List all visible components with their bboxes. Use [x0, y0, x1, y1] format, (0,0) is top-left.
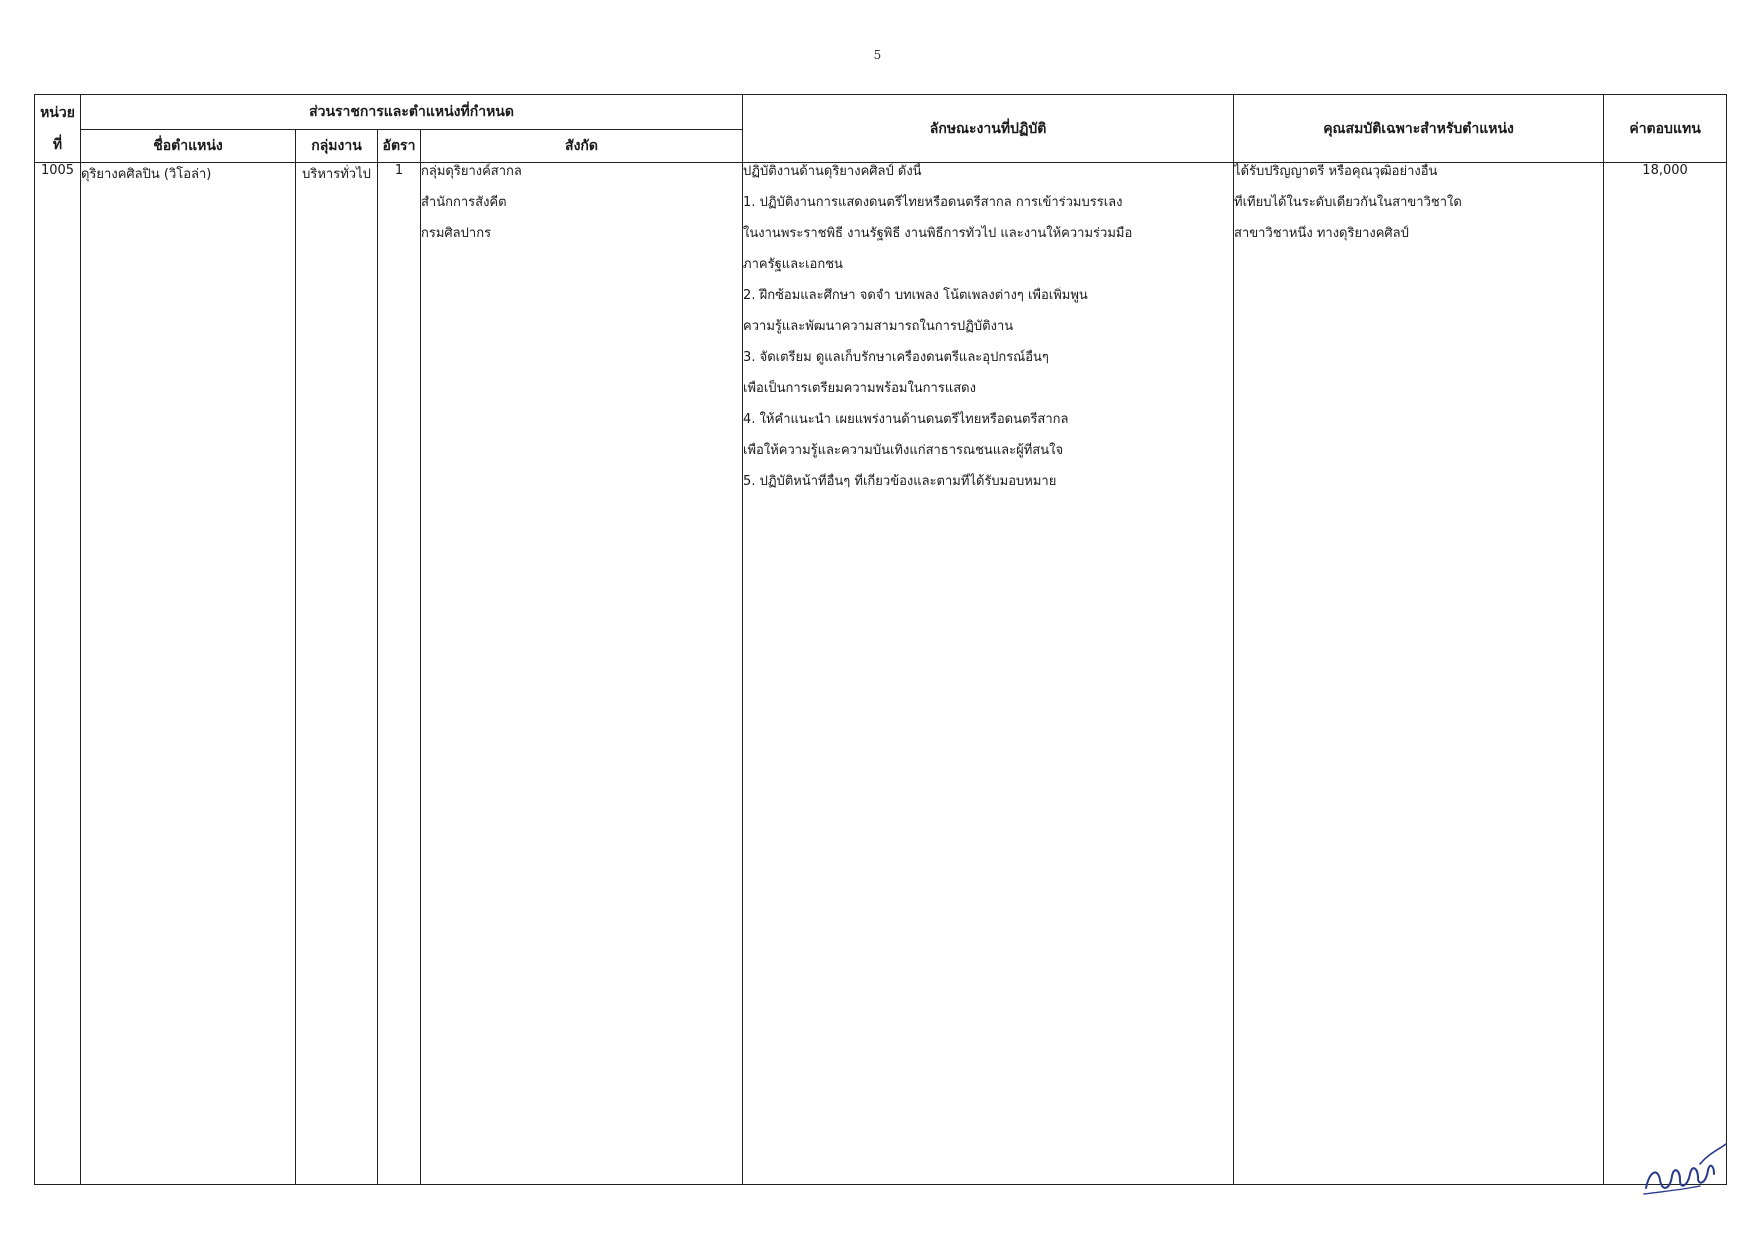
duty-line: เพื่อให้ความรู้และความบันเทิงแก่สาธารณชนและผู้ที่สนใจ: [743, 443, 1064, 458]
duty-line: 3. จัดเตรียม ดูแลเก็บรักษาเครื่องดนตรีและอุปกรณ์อื่นๆ: [743, 350, 1049, 365]
work-group-header: กลุ่มงาน: [296, 130, 378, 163]
affiliation-line: กรมศิลปากร: [421, 226, 492, 241]
duty-line: 1. ปฏิบัติงานการแสดงดนตรีไทยหรือดนตรีสากล การเข้าร่วมบรรเลง: [743, 195, 1123, 210]
affiliation-line: กลุ่มดุริยางค์สากล: [421, 164, 522, 179]
table-row: [35, 163, 1727, 1185]
work-group-cell: บริหารทั่วไป: [296, 163, 378, 1185]
qualifications-cell: [1234, 163, 1604, 1185]
affiliation-header: สังกัด: [421, 130, 743, 163]
handwritten-signature: [1640, 1140, 1730, 1204]
unit-no-cell: 1005: [35, 163, 81, 1185]
unit-no-header: หน่วย ที่: [35, 95, 81, 163]
duty-line: 4. ให้คำแนะนำ เผยแพร่งานด้านดนตรีไทยหรือดนตรีสากล: [743, 412, 1069, 427]
position-name-cell: ดุริยางคศิลปิน (วิโอล่า): [81, 163, 296, 1185]
duty-line: 5. ปฏิบัติหน้าที่อื่นๆ ที่เกี่ยวข้องและตามที่ได้รับมอบหมาย: [743, 474, 1057, 489]
qualification-line: สาขาวิชาหนึ่ง ทางดุริยางคศิลป์: [1234, 226, 1409, 241]
qualification-line: ที่เทียบได้ในระดับเดียวกันในสาขาวิชาใด: [1234, 195, 1462, 210]
page-number: 5: [873, 48, 882, 62]
compensation-cell: 18,000: [1604, 163, 1727, 1185]
duties-header: ลักษณะงานที่ปฏิบัติ: [743, 95, 1234, 163]
position-table: [34, 94, 1727, 1185]
duty-line: 2. ฝึกซ้อมและศึกษา จดจำ บทเพลง โน้ตเพลงต่างๆ เพื่อเพิ่มพูน: [743, 288, 1088, 303]
duty-line: เพื่อเป็นการเตรียมความพร้อมในการแสดง: [743, 381, 976, 396]
qualifications-header: คุณสมบัติเฉพาะสำหรับตำแหน่ง: [1234, 95, 1604, 163]
duty-line: ภาครัฐและเอกชน: [743, 257, 843, 272]
section-title-header: ส่วนราชการและตำแหน่งที่กำหนด: [81, 95, 743, 130]
position-name-header: ชื่อตำแหน่ง: [81, 130, 296, 163]
compensation-header: ค่าตอบแทน: [1604, 95, 1727, 163]
rate-cell: 1: [378, 163, 421, 1185]
duties-cell: [743, 163, 1234, 1185]
duty-line: ในงานพระราชพิธี งานรัฐพิธี งานพิธีการทั่วไป และงานให้ความร่วมมือ: [743, 226, 1133, 241]
duty-line: ความรู้และพัฒนาความสามารถในการปฏิบัติงาน: [743, 319, 1014, 334]
duty-line: ปฏิบัติงานด้านดุริยางคศิลป์ ดังนี้: [743, 164, 922, 179]
qualification-line: ได้รับปริญญาตรี หรือคุณวุฒิอย่างอื่น: [1234, 164, 1438, 179]
affiliation-line: สำนักการสังคีต: [421, 195, 507, 210]
rate-header: อัตรา: [378, 130, 421, 163]
affiliation-cell: [421, 163, 743, 1185]
